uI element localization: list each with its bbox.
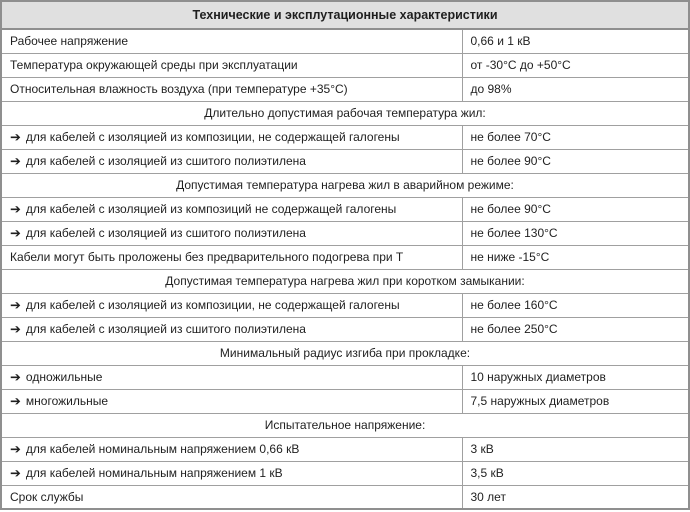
arrow-right-icon: ➔ (10, 369, 21, 385)
table-row (1, 221, 689, 245)
spec-label-text: для кабелей номинальным напряжением 1 кВ (25, 466, 283, 480)
spec-label-text: Кабели могут быть проложены без предварительного подогрева при Т (10, 250, 404, 264)
table-body (1, 29, 689, 509)
spec-label-text: для кабелей с изоляцией из сшитого полиэтилена (25, 154, 306, 168)
section-row (1, 341, 689, 365)
arrow-right-icon: ➔ (10, 321, 21, 337)
section-header-cell: Допустимая температура нагрева жил в аварийном режиме: (1, 173, 689, 197)
spec-label-text: для кабелей с изоляцией из композиции, не содержащей галогены (25, 130, 400, 144)
table-row (1, 29, 689, 53)
arrow-right-icon: ➔ (10, 129, 21, 145)
spec-label-cell (1, 365, 462, 389)
spec-value-cell: не ниже -15°С (462, 245, 689, 269)
spec-value-cell: 7,5 наружных диаметров (462, 389, 689, 413)
arrow-right-icon: ➔ (10, 465, 21, 481)
section-row (1, 413, 689, 437)
spec-value-cell: не более 250°С (462, 317, 689, 341)
spec-label-cell (1, 53, 462, 77)
spec-label-cell (1, 149, 462, 173)
spec-label-cell (1, 317, 462, 341)
spec-label-text: многожильные (25, 394, 109, 408)
spec-label-text: Относительная влажность воздуха (при температуре +35°С) (10, 82, 348, 96)
spec-label-cell (1, 197, 462, 221)
spec-value-cell: 3 кВ (462, 437, 689, 461)
spec-label-text: для кабелей с изоляцией из композиции, не содержащей галогены (25, 298, 400, 312)
table-row (1, 461, 689, 485)
table-row (1, 125, 689, 149)
spec-value-cell: 3,5 кВ (462, 461, 689, 485)
spec-value-cell: 10 наружных диаметров (462, 365, 689, 389)
spec-value-cell: не более 70°С (462, 125, 689, 149)
spec-label-cell (1, 485, 462, 509)
spec-label-text: Рабочее напряжение (10, 34, 129, 49)
arrow-right-icon: ➔ (10, 153, 21, 169)
table-row (1, 485, 689, 509)
table-row (1, 245, 689, 269)
spec-label-text: Срок службы (10, 489, 84, 504)
spec-label-cell (1, 389, 462, 413)
table-row (1, 365, 689, 389)
arrow-right-icon: ➔ (10, 297, 21, 313)
arrow-right-icon: ➔ (10, 225, 21, 241)
section-header-cell: Испытательное напряжение: (1, 413, 689, 437)
table-row (1, 53, 689, 77)
spec-label-cell (1, 125, 462, 149)
table-row (1, 389, 689, 413)
spec-label-text: для кабелей с изоляцией из сшитого полиэтилена (25, 322, 306, 336)
section-row (1, 269, 689, 293)
arrow-right-icon: ➔ (10, 201, 21, 217)
section-header-cell: Допустимая температура нагрева жил при коротком замыкании: (1, 269, 689, 293)
arrow-right-icon: ➔ (10, 441, 21, 457)
table-row (1, 293, 689, 317)
spec-value-cell: от -30°С до +50°С (462, 53, 689, 77)
spec-label-text: для кабелей с изоляцией из композиций не содержащей галогены (25, 202, 397, 216)
table-row (1, 317, 689, 341)
arrow-right-icon: ➔ (10, 393, 21, 409)
spec-label-cell (1, 29, 462, 53)
section-header-cell: Минимальный радиус изгиба при прокладке: (1, 341, 689, 365)
table-row (1, 437, 689, 461)
spec-value-cell: 0,66 и 1 кВ (462, 29, 689, 53)
section-row (1, 101, 689, 125)
spec-label-cell (1, 245, 462, 269)
table-title-row (1, 1, 689, 29)
table-row (1, 149, 689, 173)
spec-label-cell (1, 293, 462, 317)
spec-value-cell: до 98% (462, 77, 689, 101)
section-row (1, 173, 689, 197)
spec-label-text: одножильные (25, 370, 103, 384)
spec-label-text: для кабелей номинальным напряжением 0,66 кВ (25, 442, 300, 456)
spec-label-cell (1, 221, 462, 245)
spec-label-cell (1, 461, 462, 485)
spec-value-cell: не более 130°С (462, 221, 689, 245)
spec-value-cell: не более 160°С (462, 293, 689, 317)
spec-value-cell: не более 90°С (462, 197, 689, 221)
table-row (1, 77, 689, 101)
spec-label-cell (1, 77, 462, 101)
table-row (1, 197, 689, 221)
spec-label-cell (1, 437, 462, 461)
table-title: Технические и эксплутационные характеристики (1, 1, 689, 29)
section-header-cell: Длительно допустимая рабочая температура жил: (1, 101, 689, 125)
spec-label-text: Температура окружающей среды при эксплуатации (10, 58, 298, 72)
spec-value-cell: 30 лет (462, 485, 689, 509)
spec-value-cell: не более 90°С (462, 149, 689, 173)
spec-label-text: для кабелей с изоляцией из сшитого полиэтилена (25, 226, 306, 240)
